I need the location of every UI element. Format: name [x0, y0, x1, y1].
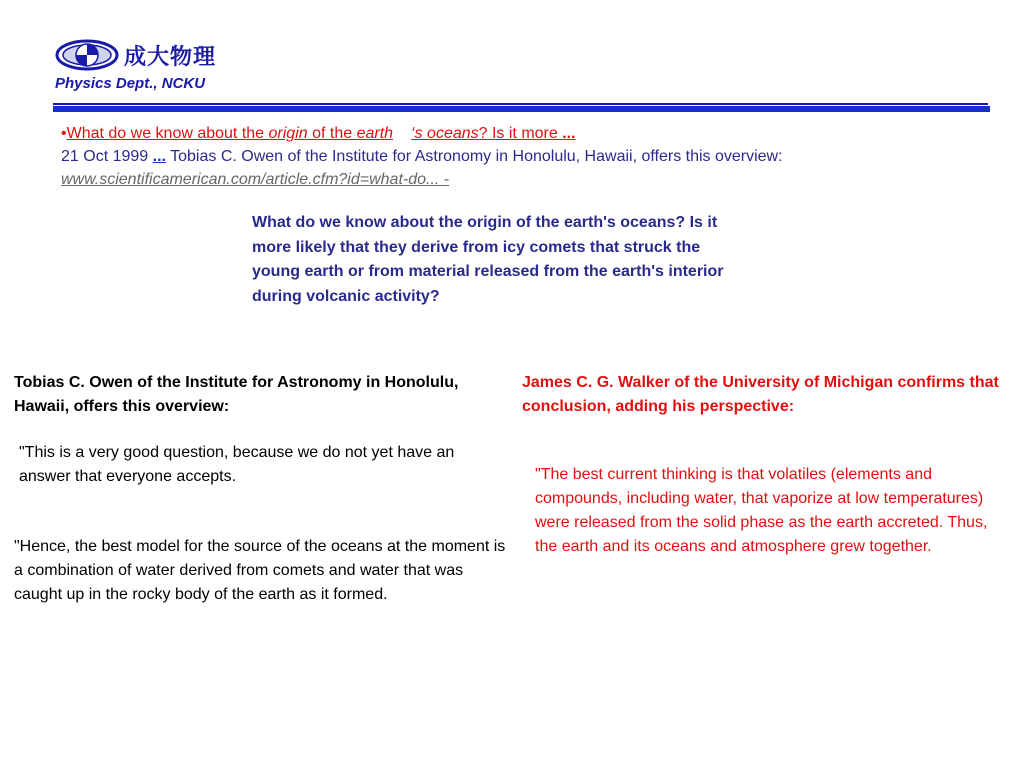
- citation-date: 21 Oct 1999: [61, 148, 153, 165]
- department-name: Physics Dept., NCKU: [55, 75, 206, 92]
- walker-quote: "The best current thinking is that volatiles (elements and compounds, including water, that vaporize at low temperatures) were released from the solid phase as the earth accreted. Thus, the earth and its oceans and atmosphere grew together.: [535, 466, 988, 555]
- logo-chinese-title: 成大物理: [124, 44, 217, 70]
- header-divider-thin: [53, 103, 988, 105]
- citation-ellipsis-link[interactable]: ...: [152, 148, 166, 165]
- owen-heading: Tobias C. Owen of the Institute for Astronomy in Honolulu, Hawaii, offers this overview:: [14, 374, 459, 415]
- citation-url-link[interactable]: www.scientificamerican.com/article.cfm?id=what-do... -: [61, 171, 450, 188]
- owen-quote-2: "Hence, the best model for the source of the oceans at the moment is a combination of water derived from comets and water that was caught up in the rocky body of the earth as it formed.: [14, 538, 506, 603]
- owen-quote-1: "This is a very good question, because we do not yet have an answer that everyone accepts.: [19, 444, 455, 485]
- citation-title-link[interactable]: What do we know about the origin of the earth ‘s oceans? Is it more ...: [66, 125, 576, 142]
- citation-snippet: Tobias C. Owen of the Institute for Astronomy in Honolulu, Hawaii, offers this overview:: [165, 148, 783, 165]
- walker-heading: James C. G. Walker of the University of Michigan confirms that conclusion, adding his perspective:: [522, 374, 999, 415]
- header-divider-thick: [53, 106, 990, 112]
- main-question: What do we know about the origin of the earth's oceans? Is it more likely that they derive from icy comets that struck the young earth or from material released from the earth's interior during volcanic activity?: [252, 214, 724, 305]
- ncku-eye-logo-icon: [55, 38, 119, 72]
- search-result-citation: [61, 122, 991, 191]
- bullet: •: [61, 125, 67, 142]
